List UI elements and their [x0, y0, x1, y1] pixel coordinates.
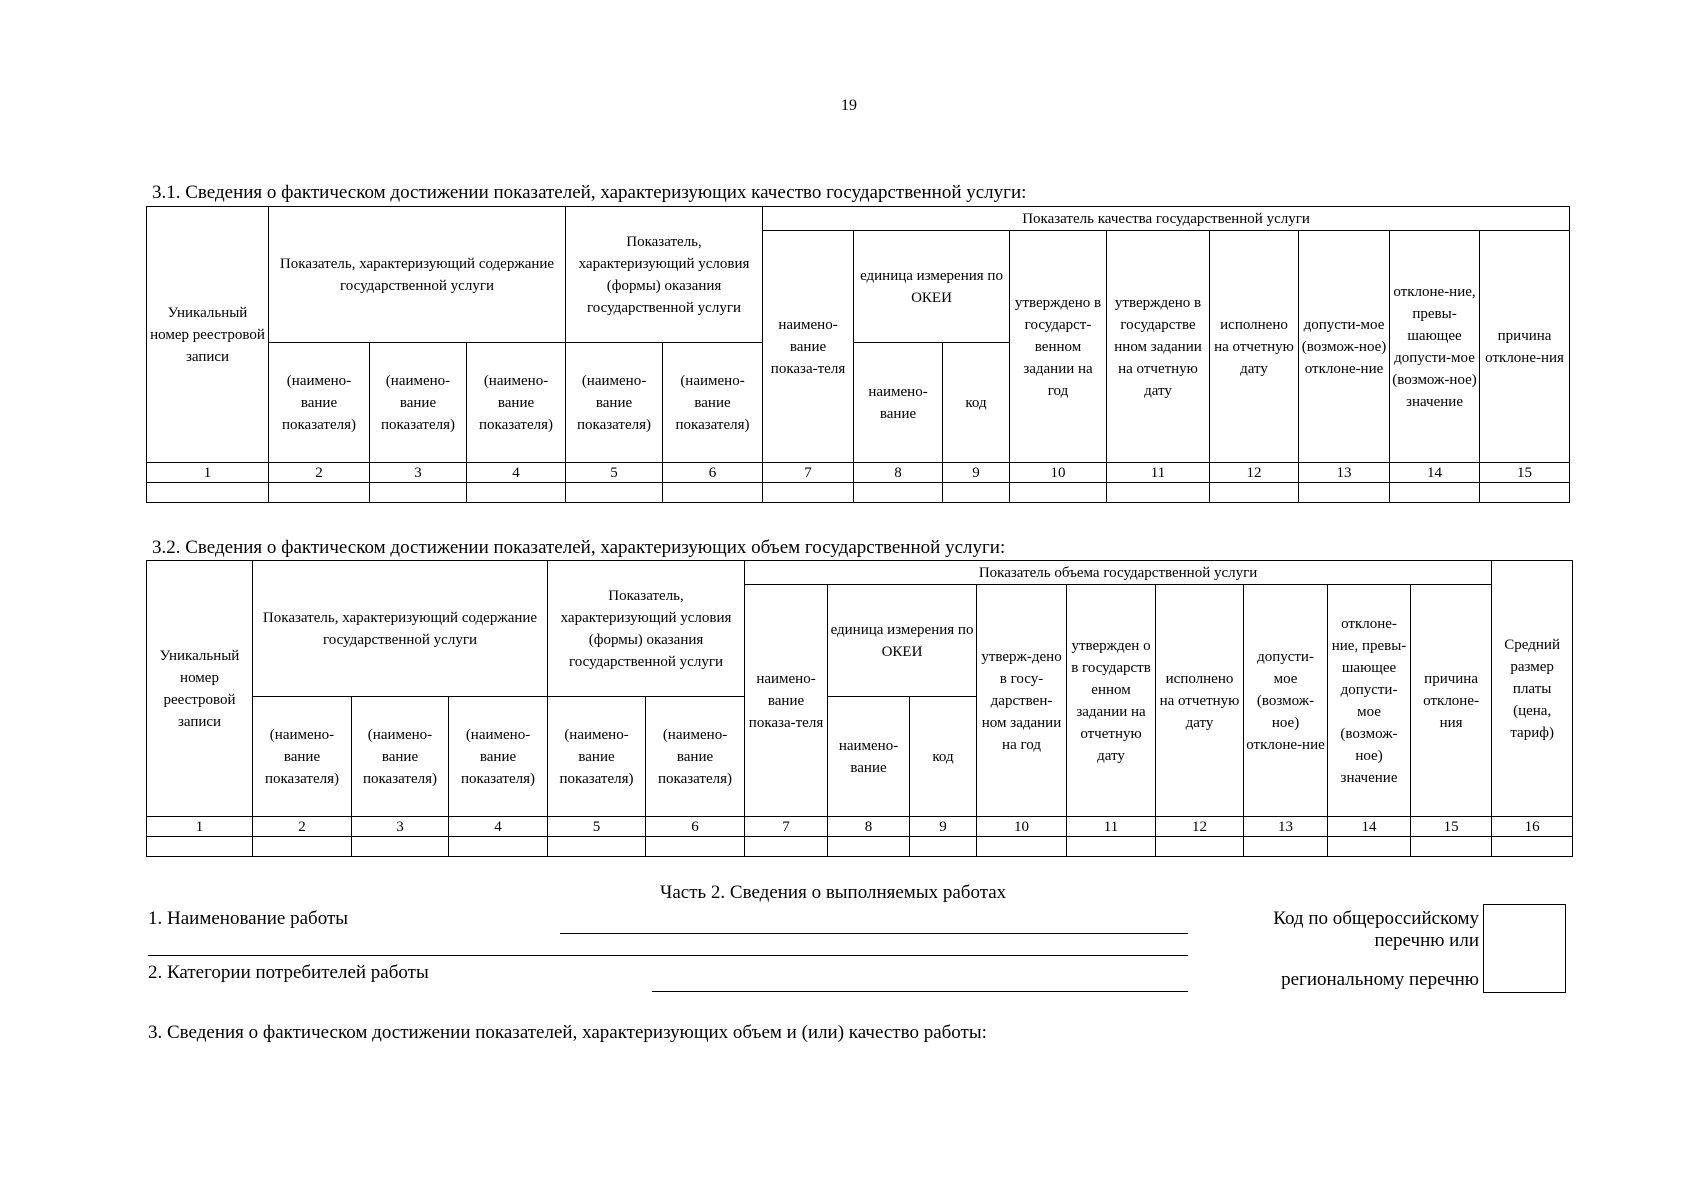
- group-conditions-indicator: Показатель, характеризующий условия (формы) оказания государственной услуги: [548, 561, 745, 697]
- col-indicator-name: наимено-вание показа-теля: [763, 231, 854, 463]
- data-cell[interactable]: [1299, 483, 1390, 503]
- column-number: 14: [1390, 463, 1480, 483]
- registry-code-box[interactable]: [1483, 904, 1566, 993]
- column-number: 3: [370, 463, 467, 483]
- data-cell[interactable]: [646, 837, 745, 857]
- code-label-line3: региональному перечню: [1281, 969, 1479, 990]
- col-unique-number: Уникальный номер реестровой записи: [147, 207, 269, 463]
- column-number: 2: [253, 817, 352, 837]
- column-number: 12: [1210, 463, 1299, 483]
- consumers-line[interactable]: [652, 991, 1188, 992]
- sub-indicator-name: (наимено-вание показателя): [548, 697, 646, 817]
- col-indicator-name: наимено-вание показа-теля: [745, 585, 828, 817]
- data-cell[interactable]: [269, 483, 370, 503]
- volume-indicators-table: [146, 560, 1573, 857]
- page-number: 19: [841, 97, 857, 114]
- empty-data-row: [147, 837, 1573, 857]
- column-number: 6: [663, 463, 763, 483]
- group-content-indicator: Показатель, характеризующий содержание государственной услуги: [269, 207, 566, 343]
- column-number: 11: [1107, 463, 1210, 483]
- column-number: 6: [646, 817, 745, 837]
- data-cell[interactable]: [1390, 483, 1480, 503]
- data-cell[interactable]: [253, 837, 352, 857]
- column-number: 7: [763, 463, 854, 483]
- part-2-heading: Часть 2. Сведения о выполняемых работах: [660, 882, 1007, 903]
- data-cell[interactable]: [1156, 837, 1244, 857]
- col-allowed-deviation: допусти-мое (возмож-ное) отклоне-ние: [1244, 585, 1328, 817]
- data-cell[interactable]: [828, 837, 910, 857]
- column-number: 7: [745, 817, 828, 837]
- col-unit-okei: единица измерения по ОКЕИ: [828, 585, 977, 697]
- column-number: 5: [548, 817, 646, 837]
- code-label: [1246, 908, 1479, 952]
- data-cell[interactable]: [1328, 837, 1411, 857]
- sub-indicator-name: (наимено-вание показателя): [467, 343, 566, 463]
- col-unit-name: наимено-вание: [854, 343, 943, 463]
- col-executed: исполнено на отчетную дату: [1210, 231, 1299, 463]
- col-approved-date: утвержден о в государств енном задании на отчетную дату: [1067, 585, 1156, 817]
- data-cell[interactable]: [566, 483, 663, 503]
- section-3-title: 3. Сведения о фактическом достижении показателей, характеризующих объем и (или) качество работы:: [148, 1022, 987, 1043]
- sub-indicator-name: (наимено-вание показателя): [449, 697, 548, 817]
- separator-line: [148, 955, 1188, 956]
- col-exceeding-deviation: отклоне-ние, превы-шающее допусти-мое (возмож-ное) значение: [1328, 585, 1411, 817]
- column-number: 13: [1299, 463, 1390, 483]
- data-cell[interactable]: [352, 837, 449, 857]
- col-approved-year: утверж-дено в госу-дарствен-ном задании на год: [977, 585, 1067, 817]
- col-average-fee: Средний размер платы (цена, тариф): [1492, 561, 1573, 817]
- sub-indicator-name: (наимено-вание показателя): [566, 343, 663, 463]
- data-cell[interactable]: [147, 483, 269, 503]
- column-number: 10: [977, 817, 1067, 837]
- column-number: 1: [147, 463, 269, 483]
- column-number: 2: [269, 463, 370, 483]
- data-cell[interactable]: [977, 837, 1067, 857]
- col-approved-date: утверждено в государстве нном задании на отчетную дату: [1107, 231, 1210, 463]
- column-number: 14: [1328, 817, 1411, 837]
- column-number: 9: [910, 817, 977, 837]
- data-cell[interactable]: [1480, 483, 1570, 503]
- sub-indicator-name: (наимено-вание показателя): [253, 697, 352, 817]
- col-unit-name: наимено-вание: [828, 697, 910, 817]
- data-cell[interactable]: [467, 483, 566, 503]
- data-cell[interactable]: [943, 483, 1010, 503]
- group-quality-indicator: Показатель качества государственной услуги: [763, 207, 1570, 231]
- col-exceeding-deviation: отклоне-ние, превы-шающее допусти-мое (возмож-ное) значение: [1390, 231, 1480, 463]
- col-unit-code: код: [943, 343, 1010, 463]
- column-number: 1: [147, 817, 253, 837]
- column-number: 5: [566, 463, 663, 483]
- col-allowed-deviation: допусти-мое (возмож-ное) отклоне-ние: [1299, 231, 1390, 463]
- data-cell[interactable]: [1411, 837, 1492, 857]
- column-number: 12: [1156, 817, 1244, 837]
- sub-indicator-name: (наимено-вание показателя): [352, 697, 449, 817]
- data-cell[interactable]: [663, 483, 763, 503]
- sub-indicator-name: (наимено-вание показателя): [370, 343, 467, 463]
- col-approved-year: утверждено в государст-венном задании на год: [1010, 231, 1107, 463]
- data-cell[interactable]: [1210, 483, 1299, 503]
- data-cell[interactable]: [1492, 837, 1573, 857]
- col-unique-number: Уникальный номер реестровой записи: [147, 561, 253, 817]
- column-number: 3: [352, 817, 449, 837]
- data-cell[interactable]: [1244, 837, 1328, 857]
- data-cell[interactable]: [745, 837, 828, 857]
- sub-indicator-name: (наимено-вание показателя): [269, 343, 370, 463]
- group-volume-indicator: Показатель объема государственной услуги: [745, 561, 1492, 585]
- group-conditions-indicator: Показатель, характеризующий условия (формы) оказания государственной услуги: [566, 207, 763, 343]
- column-numbers-row: [147, 817, 1573, 837]
- column-number: 11: [1067, 817, 1156, 837]
- data-cell[interactable]: [854, 483, 943, 503]
- data-cell[interactable]: [1067, 837, 1156, 857]
- quality-indicators-table: [146, 206, 1570, 503]
- sub-indicator-name: (наимено-вание показателя): [663, 343, 763, 463]
- data-cell[interactable]: [370, 483, 467, 503]
- col-deviation-reason: причина отклоне-ния: [1411, 585, 1492, 817]
- data-cell[interactable]: [1010, 483, 1107, 503]
- group-content-indicator: Показатель, характеризующий содержание государственной услуги: [253, 561, 548, 697]
- col-executed: исполнено на отчетную дату: [1156, 585, 1244, 817]
- section-3-2-title: 3.2. Сведения о фактическом достижении показателей, характеризующих объем государственной услуги:: [152, 537, 1006, 558]
- data-cell[interactable]: [763, 483, 854, 503]
- column-number: 15: [1480, 463, 1570, 483]
- column-number: 4: [449, 817, 548, 837]
- column-number: 15: [1411, 817, 1492, 837]
- consumers-label: 2. Категории потребителей работы: [148, 962, 429, 983]
- column-number: 13: [1244, 817, 1328, 837]
- section-3-1-title: 3.1. Сведения о фактическом достижении показателей, характеризующих качество государственной услуги:: [152, 182, 1027, 203]
- data-cell[interactable]: [548, 837, 646, 857]
- code-label-line1: Код по общероссийскому: [1273, 908, 1479, 929]
- work-name-label: 1. Наименование работы: [148, 908, 349, 929]
- data-cell[interactable]: [449, 837, 548, 857]
- column-number: 4: [467, 463, 566, 483]
- col-deviation-reason: причина отклоне-ния: [1480, 231, 1570, 463]
- col-unit-code: код: [910, 697, 977, 817]
- sub-indicator-name: (наимено-вание показателя): [646, 697, 745, 817]
- data-cell[interactable]: [910, 837, 977, 857]
- column-number: 8: [854, 463, 943, 483]
- col-unit-okei: единица измерения по ОКЕИ: [854, 231, 1010, 343]
- column-numbers-row: [147, 463, 1570, 483]
- data-cell[interactable]: [1107, 483, 1210, 503]
- code-label-line2: перечню или: [1374, 930, 1479, 951]
- work-name-line[interactable]: [560, 933, 1188, 934]
- column-number: 8: [828, 817, 910, 837]
- column-number: 10: [1010, 463, 1107, 483]
- column-number: 9: [943, 463, 1010, 483]
- data-cell[interactable]: [147, 837, 253, 857]
- empty-data-row: [147, 483, 1570, 503]
- column-number: 16: [1492, 817, 1573, 837]
